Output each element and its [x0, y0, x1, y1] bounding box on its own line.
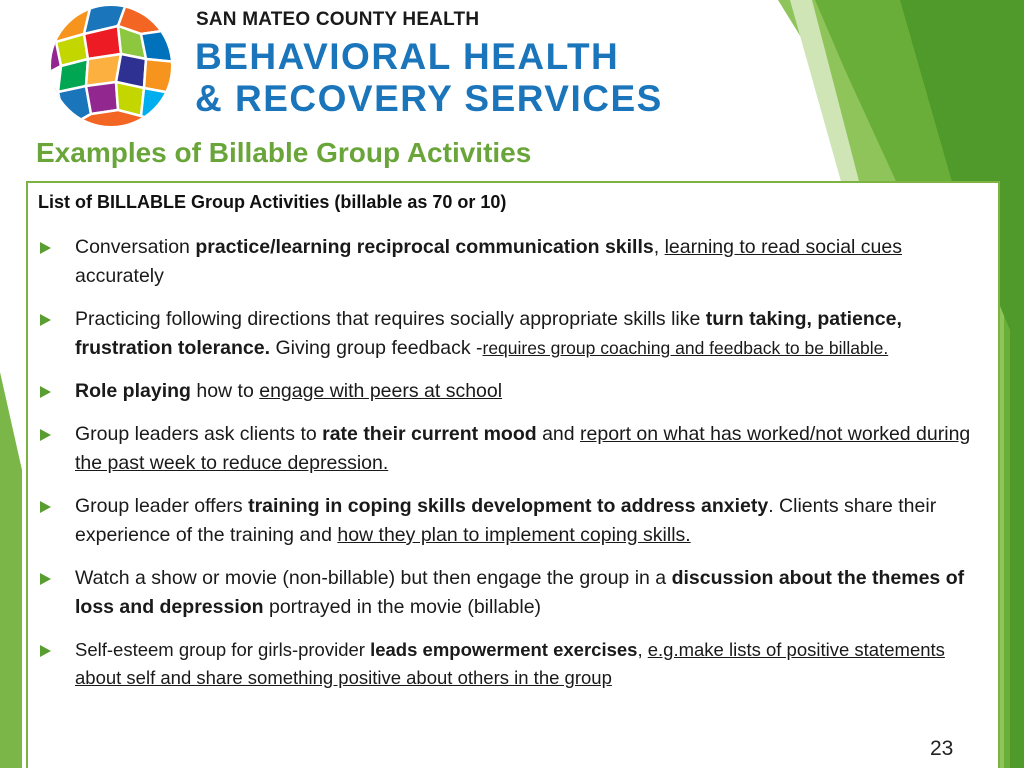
triangle-arrow-icon — [40, 386, 51, 398]
bullet-text-segment: how to — [190, 380, 260, 402]
bullet-text-segment: learning to read social cues — [664, 236, 902, 258]
bullet-text-segment: report on what has worked/not worked during the past week to reduce depression. — [75, 423, 971, 474]
org-department-line-2: & RECOVERY SERVICES — [195, 78, 663, 119]
org-name: SAN MATEO COUNTY HEALTH — [196, 9, 480, 30]
content-box — [26, 181, 1000, 768]
bullet-item — [28, 420, 1002, 478]
bullet-text-segment: accurately — [75, 265, 164, 287]
bullet-text-segment: Watch a show or movie (non-billable) but then engage the group in a — [75, 567, 672, 589]
bullet-text-segment: training in coping skills development to address anxiety — [248, 495, 769, 517]
bullet-text-segment: Group leader offers — [75, 495, 249, 517]
bullet-list — [28, 233, 1002, 692]
triangle-arrow-icon — [40, 501, 51, 513]
bullet-text-segment: practice/learning reciprocal communication skills — [195, 236, 654, 258]
bullet-text-segment: Role playing — [75, 380, 191, 402]
triangle-arrow-icon — [40, 314, 51, 326]
bullet-text-segment: discussion about the themes of loss and depression — [75, 567, 965, 618]
bullet-item — [28, 233, 1002, 291]
bullet-text-segment: , — [637, 639, 648, 660]
bullet-text-segment: . Clients share their experience of the training and — [75, 495, 937, 546]
bullet-text-segment: Giving group feedback - — [270, 337, 483, 359]
bullet-text-segment: Practicing following directions that requires socially appropriate skills like — [75, 308, 706, 330]
list-heading: List of BILLABLE Group Activities (billable as 70 or 10) — [38, 192, 507, 212]
bullet-text-segment: turn taking, patience, frustration tolerance. — [75, 308, 902, 359]
bullet-text-segment: requires group coaching and feedback to be billable. — [482, 338, 889, 358]
page-number: 23 — [930, 737, 954, 760]
bullet-text-segment: and — [536, 423, 581, 445]
bullet-text-segment: , — [653, 236, 665, 258]
bullet-item — [28, 377, 1002, 406]
bullet-text-segment: leads empowerment exercises — [370, 639, 638, 660]
mosaic-circle-logo — [46, 4, 176, 128]
bullet-item — [28, 636, 1002, 692]
org-department-line-1: BEHAVIORAL HEALTH — [195, 36, 620, 77]
bullet-text-segment: e.g.make lists of positive statements about self and share something positive about others in the group — [75, 639, 945, 688]
triangle-arrow-icon — [40, 429, 51, 441]
bullet-text-segment: rate their current mood — [322, 423, 537, 445]
bullet-text-segment: Conversation — [75, 236, 196, 258]
bullet-text-segment: Group leaders ask clients to — [75, 423, 323, 445]
bullet-item — [28, 305, 1002, 363]
bullet-text-segment: engage with peers at school — [259, 380, 503, 402]
slide-title: Examples of Billable Group Activities — [36, 137, 532, 168]
bullet-text-segment: how they plan to implement coping skills. — [337, 524, 691, 546]
bullet-text-segment: portrayed in the movie (billable) — [263, 596, 542, 618]
triangle-arrow-icon — [40, 573, 51, 585]
bullet-text-segment: Self-esteem group for girls-provider — [75, 639, 371, 660]
triangle-arrow-icon — [40, 645, 51, 657]
bullet-item — [28, 564, 1002, 622]
bullet-item — [28, 492, 1002, 550]
triangle-arrow-icon — [40, 242, 51, 254]
